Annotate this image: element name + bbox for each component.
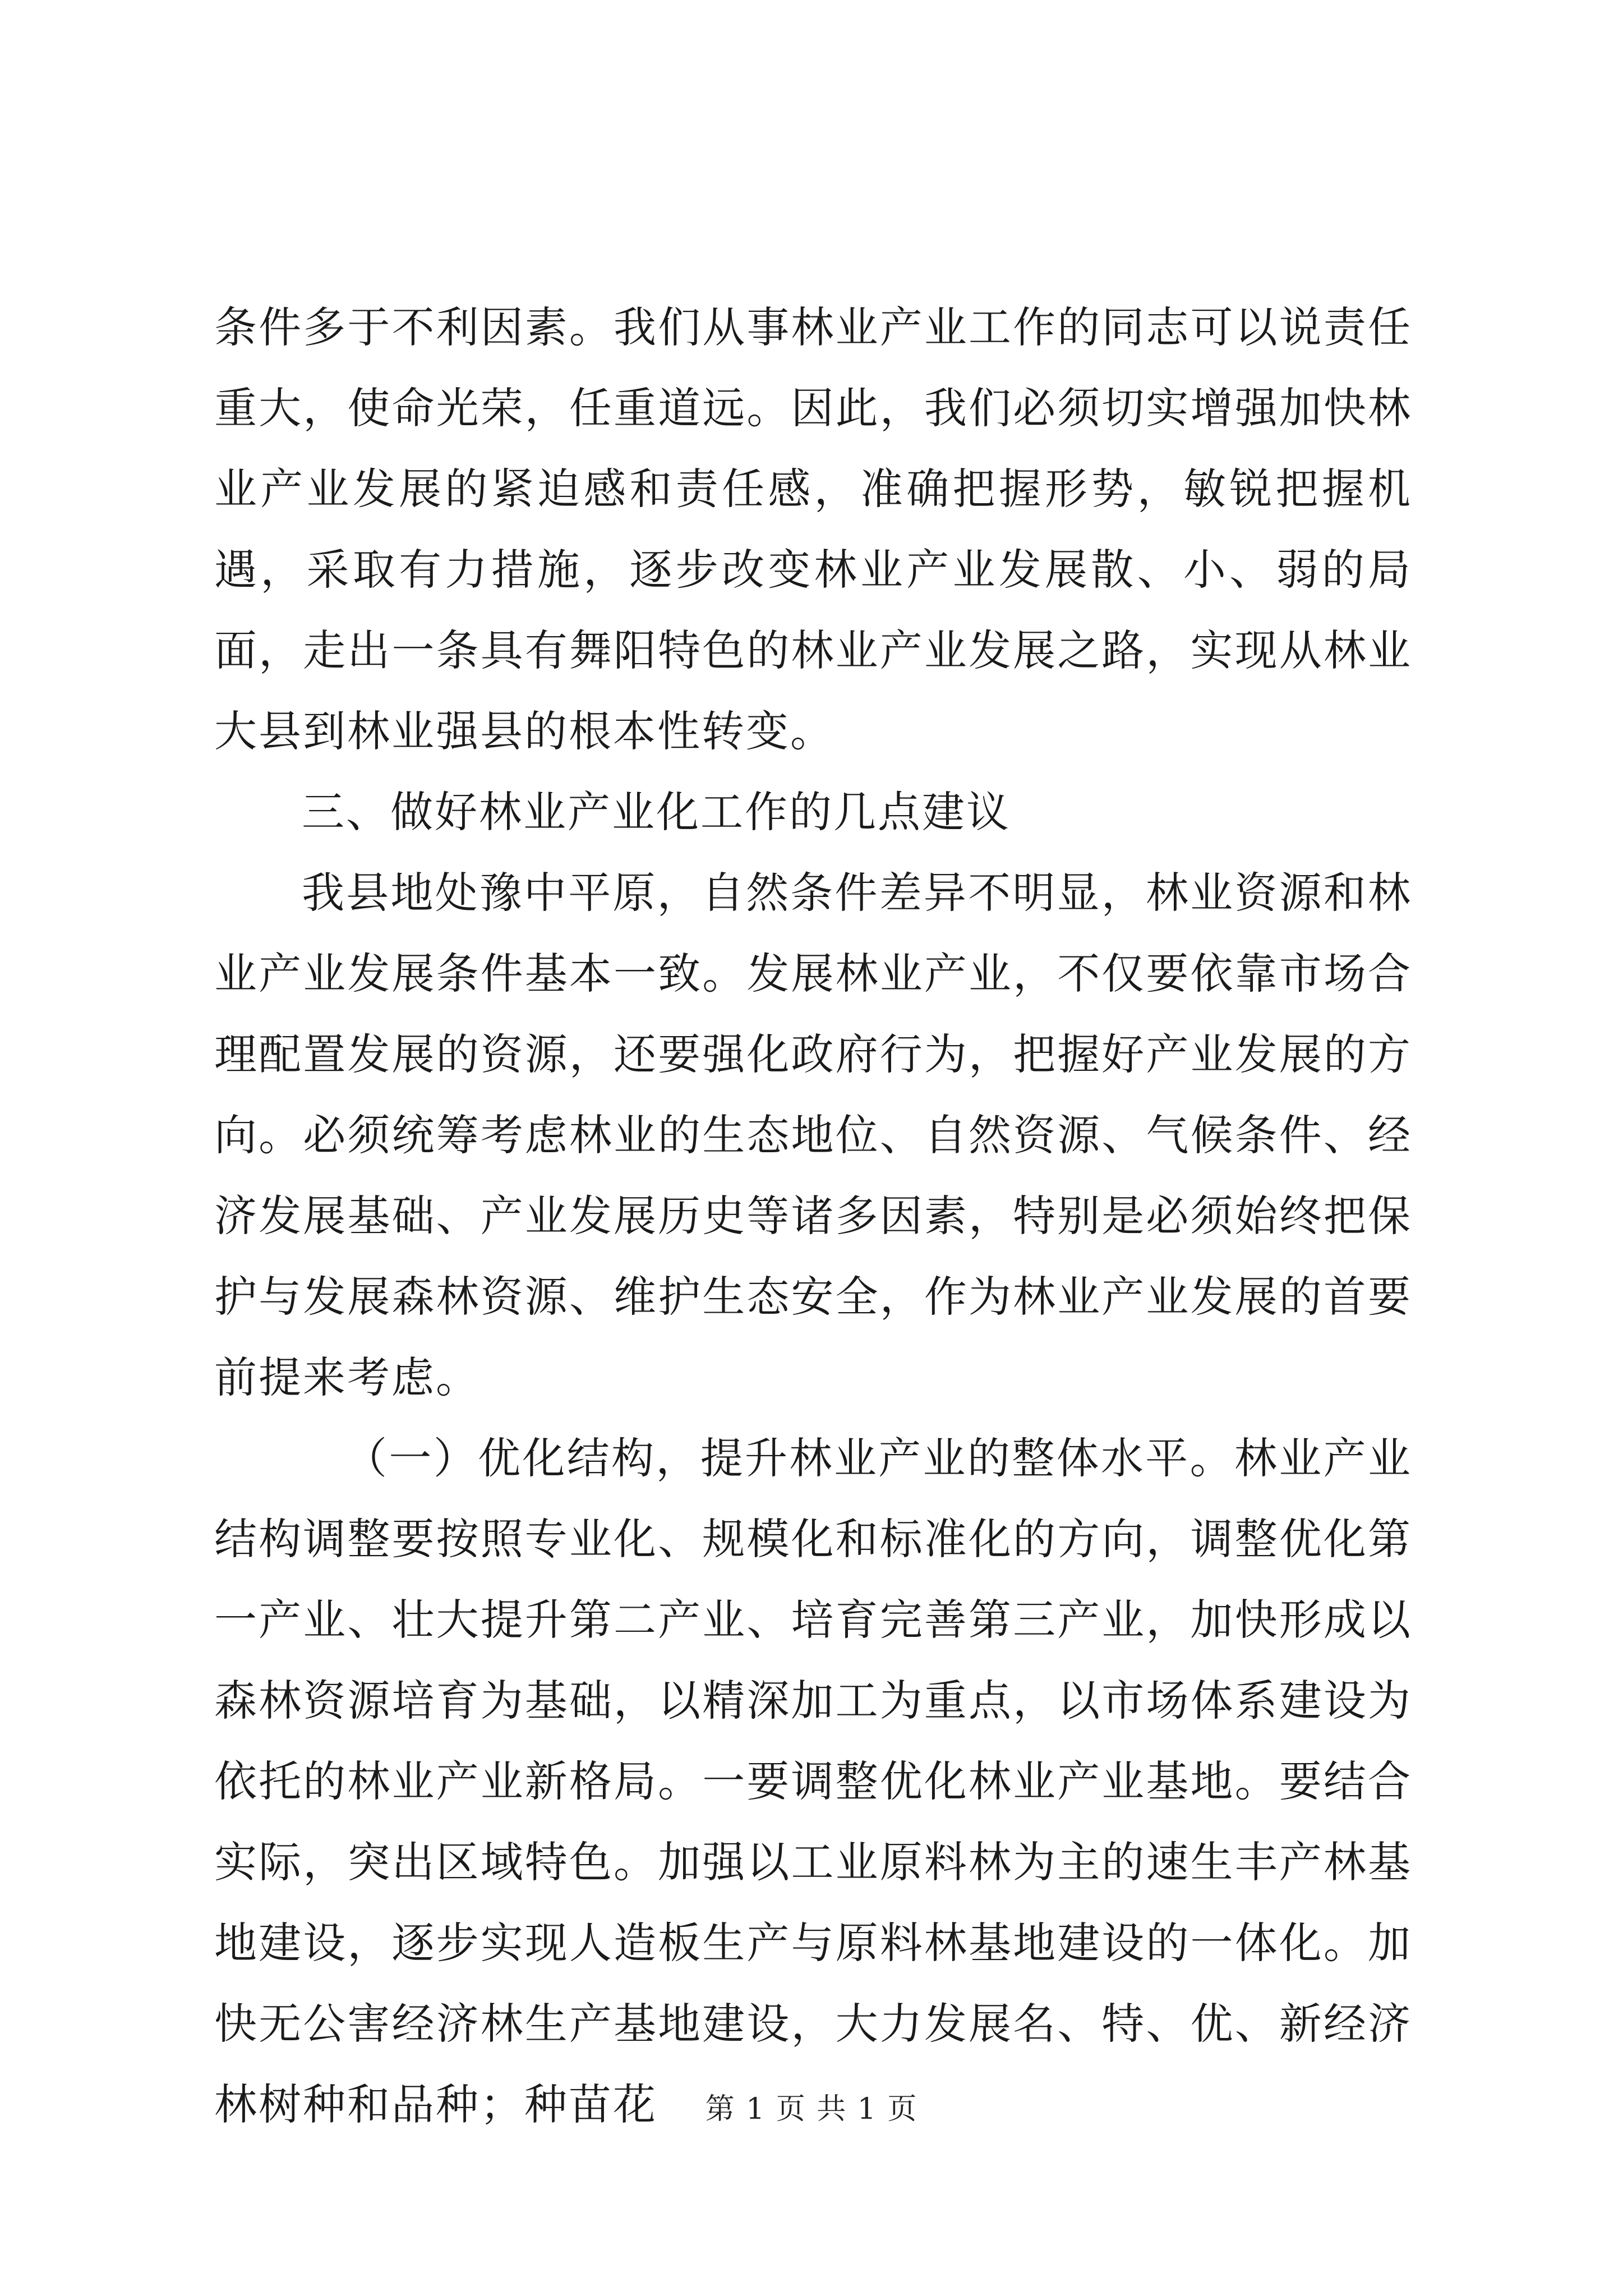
section-heading-three: 三、做好林业产业化工作的几点建议 [302, 787, 1011, 837]
paragraph-continuation: 条件多于不利因素。我们从事林业产业工作的同志可以说责任重大，使命光荣，任重道远。因此，我们必须切实增强加快林业产业发展的紧迫感和责任感，准确把握形势，敏锐把握机遇，采取有力措施，逐步改变林业产业发展散、小、弱的局面，走出一条具有舞阳特色的林业产业发展之路，实现从林业大县到林业强县的根本性转变。 [214, 302, 1412, 756]
paragraph-county-overview: 我县地处豫中平原，自然条件差异不明显，林业资源和林业产业发展条件基本一致。发展林业产业，不仅要依靠市场合理配置发展的资源，还要强化政府行为，把握好产业发展的方向。必须统筹考虑林业的生态地位、自然资源、气候条件、经济发展基础、产业发展历史等诸多因素，特别是必须始终把保护与发展森林资源、维护生态安全，作为林业产业发展的首要前提来考虑。 [214, 868, 1412, 1402]
page-footer: 第 1 页 共 1 页 [705, 2092, 918, 2126]
document-body [214, 287, 1412, 2145]
paragraph-optimize-structure: （一）优化结构，提升林业产业的整体水平。林业产业结构调整要按照专业化、规模化和标准化的方向，调整优化第一产业、壮大提升第二产业、培育完善第三产业，加快形成以森林资源培育为基础，以精深加工为重点，以市场体系建设为依托的林业产业新格局。一要调整优化林业产业基地。要结合实际，突出区域特色。加强以工业原料林为主的速生丰产林基地建设，逐步实现人造板生产与原料林基地建设的一体化。加快无公害经济林生产基地建设，大力发展名、特、优、新经济林树种和品种；种苗花 [214, 1433, 1412, 2129]
